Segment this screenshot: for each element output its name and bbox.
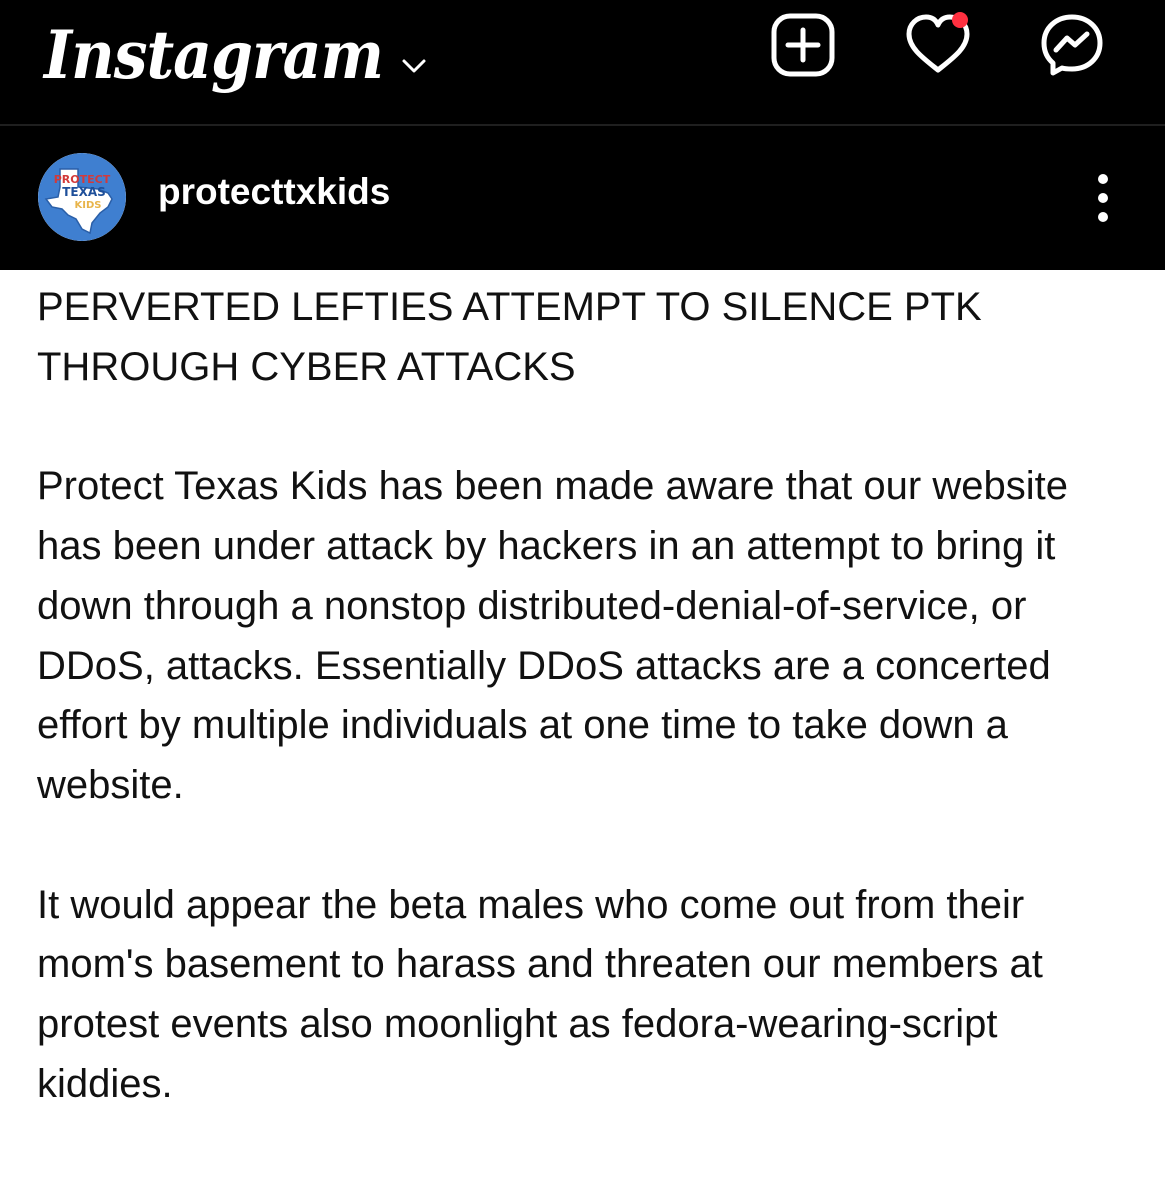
heart-icon: [903, 10, 973, 80]
post-caption: [37, 278, 1137, 1174]
messenger-button[interactable]: [1037, 10, 1107, 80]
post-username[interactable]: protecttxkids: [158, 171, 391, 212]
chevron-down-icon: [401, 57, 427, 75]
post-title: PERVERTED LEFTIES ATTEMPT TO SILENCE PTK THROUGH CYBER ATTACKS: [37, 285, 982, 389]
activity-button[interactable]: [903, 10, 973, 80]
new-post-button[interactable]: [768, 10, 838, 80]
more-vertical-icon: [1093, 173, 1113, 223]
protect-texas-kids-logo-icon: [38, 153, 126, 241]
notification-dot: [952, 12, 968, 28]
avatar[interactable]: [38, 153, 126, 241]
instagram-logo: Instagram: [44, 17, 383, 95]
app-header: [0, 0, 1165, 124]
post-paragraph-1: Protect Texas Kids has been made aware that our website has been under attack by hackers in an attempt to bring it down through a nonstop distributed-denial-of-service, or DDoS, attacks. Essentially DDoS attacks are a concerted effort by multiple individuals at one time to take down a website.: [37, 464, 1068, 807]
account-switcher[interactable]: [44, 6, 427, 106]
post-header: [0, 126, 1165, 270]
svg-text:PROTECT: PROTECT: [53, 173, 111, 186]
messenger-icon: [1039, 12, 1105, 78]
new-post-icon: [770, 12, 836, 78]
svg-text:KIDS: KIDS: [74, 200, 102, 211]
svg-text:TEXAS: TEXAS: [62, 185, 106, 199]
more-options-button[interactable]: [1078, 166, 1128, 230]
post-paragraph-2: It would appear the beta males who come out from their mom's basement to harass and threaten our members at protest events also moonlight as fedora-wearing-script kiddies.: [37, 882, 1043, 1106]
